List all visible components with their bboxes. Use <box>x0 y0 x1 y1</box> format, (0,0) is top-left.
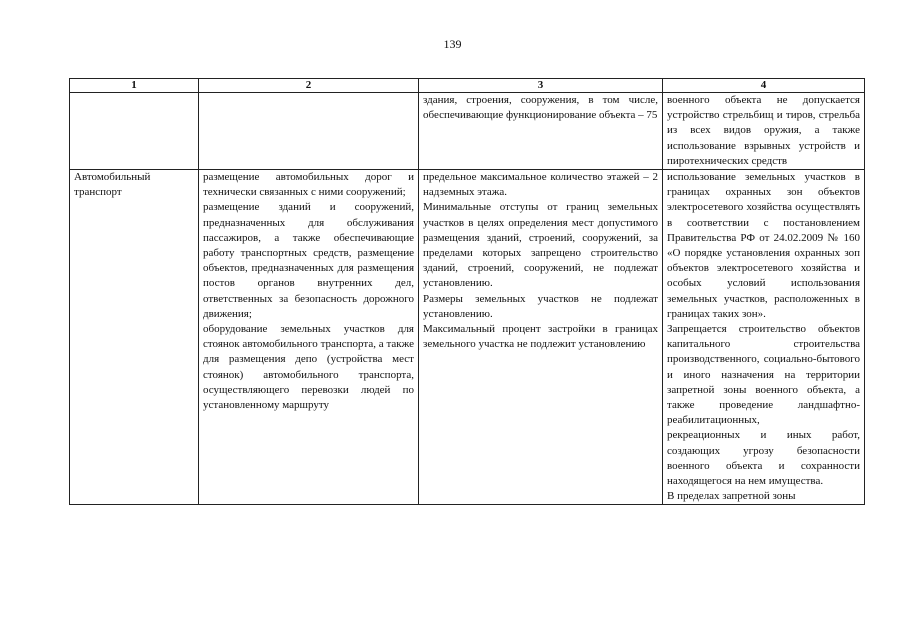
parameters-cell <box>419 170 663 505</box>
continuation-row <box>70 93 865 170</box>
column-header-3: 3 <box>419 79 663 93</box>
restrictions-paragraph: использование земельных участков в границах охранных зон объектов электросетевого хозяйства осуществлять в соответствии с постановлением Правительства РФ от 24.02.2009 № 160 «О порядке установления охранных зоп объектов электросетевого хозяйства и особых условий использования земельных участков, расположенных в границах таких зон». <box>667 171 860 320</box>
restrictions-paragraph: В пределах запретной зоны <box>667 490 796 503</box>
parameters-paragraph: предельное максимальное количество этажей – 2 надземных этажа. <box>423 171 658 199</box>
column-header-4: 4 <box>663 79 865 93</box>
restrictions-cell <box>663 170 865 505</box>
parameters-paragraph: Максимальный процент застройки в границах земельного участка не подлежит установлению <box>423 323 658 351</box>
restrictions-paragraph: Запрещается строительство объектов капитального строительства производственного, социально-бытового и иного назначения на территории запретной зоны военного объекта, а также проведение ландшафтно-реабилитационных, <box>667 323 860 427</box>
continuation-cell-3: здания, строения, сооружения, в том числе, обеспечивающие функционирование объекта – 75 <box>419 93 663 170</box>
land-use-table <box>69 78 865 505</box>
restrictions-paragraph: рекреационных и иных работ, создающих угрозу безопасности военного объекта и сохранности находящегося на нем имущества. <box>667 429 860 488</box>
parameters-paragraph: Минимальные отступы от границ земельных участков в целях определения мест допустимого размещения зданий, строений, сооружений, за пределами которых запрещено строительство зданий, строений, сооружений, не подлежат установлению. <box>423 201 658 290</box>
column-header-2: 2 <box>199 79 419 93</box>
continuation-cell-1 <box>70 93 199 170</box>
page-number: 139 <box>443 37 462 51</box>
column-header-1: 1 <box>70 79 199 93</box>
permitted-use-paragraph: оборудование земельных участков для стоянок автомобильного транспорта, а также для размещения депо (устройства мест стоянок) автомобильного транспорта, осуществляющего перевозки людей по установленному маршруту <box>203 323 414 412</box>
header-row <box>70 79 865 93</box>
permitted-use-paragraph: размещение зданий и сооружений, предназначенных для обслуживания пассажиров, а также обеспечивающие работу транспортных средств, размещение объектов, предназначенных для размещения постов органов внутренних дел, ответственных за безопасность дорожного движения; <box>203 201 414 320</box>
parameters-paragraph: Размеры земельных участков не подлежат установлению. <box>423 292 658 320</box>
table-row-automobile-transport <box>70 170 865 505</box>
permitted-use-paragraph: размещение автомобильных дорог и технически связанных с ними сооружений; <box>203 171 414 199</box>
land-use-type-cell: Автомобильный транспорт <box>70 170 199 505</box>
continuation-cell-4: военного объекта не допускается устройство стрельбищ и тиров, стрельба из всех видов оружия, а также использование взрывных устройств и пиротехнических средств <box>663 93 865 170</box>
permitted-use-cell <box>199 170 419 505</box>
continuation-cell-2 <box>199 93 419 170</box>
